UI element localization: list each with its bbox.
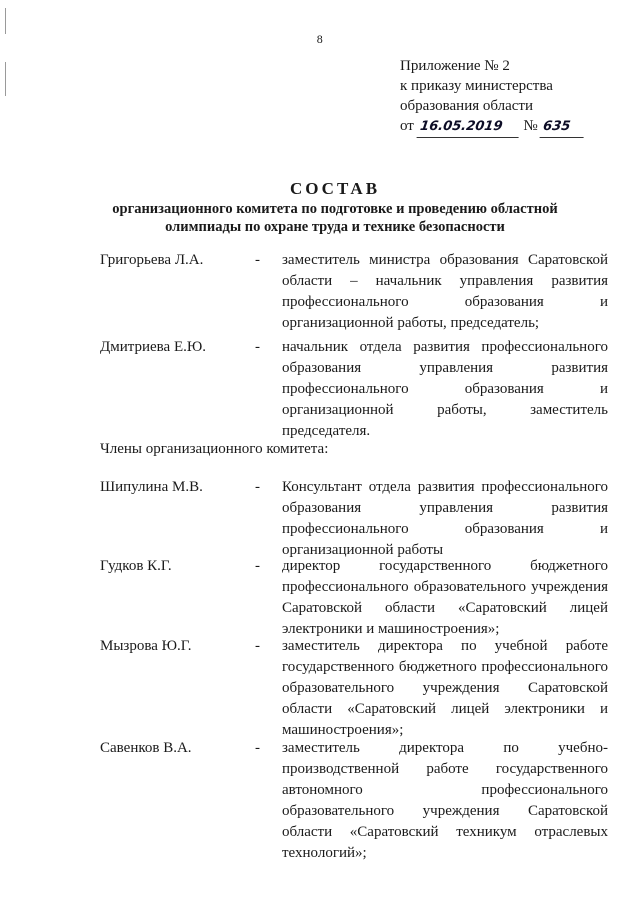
appendix-line-1: Приложение № 2 [400, 58, 510, 74]
separator-dash: - [255, 479, 260, 495]
separator-dash: - [255, 638, 260, 654]
person-role: заместитель директора по учебной работе государственного бюджетного профессионального образовательного учреждения Саратовской области «Саратовский лицей электроники и машиностроения»; [282, 638, 608, 738]
person-name: Савенков В.А. [100, 740, 192, 756]
person-name: Дмитриева Е.Ю. [100, 339, 207, 355]
person-role: заместитель министра образования Саратовской области – начальник управления развития профессионального образования и организационной работы, председатель; [282, 252, 608, 331]
left-margin-mark-mid [5, 62, 6, 96]
person-role: заместитель директора по учебно-производственной работе государственного автономного профессионального образовательного учреждения Саратовской области «Саратовский техникум отраслевых технологий»; [282, 740, 608, 861]
separator-dash: - [255, 339, 260, 355]
separator-dash: - [255, 252, 260, 268]
document-title: СОСТАВ [289, 179, 381, 198]
person-role: начальник отдела развития профессионального образования управления развития профессионального образования и организационной работы, заместитель председателя. [282, 339, 608, 439]
members-heading: Члены организационного комитета: [100, 441, 329, 457]
page-number: 8 [316, 32, 324, 46]
document-subtitle-line-1: организационного комитета по подготовке и проведению областной [112, 201, 558, 217]
person-name: Мызрова Ю.Г. [100, 638, 192, 654]
appendix-line-2: к приказу министерства [400, 78, 553, 94]
appendix-line-3: образования области [400, 98, 534, 114]
person-role: директор государственного бюджетного профессионального образовательного учреждения Саратовской области «Саратовский лицей электроники и машиностроения»; [282, 558, 608, 637]
document-title-block [90, 178, 580, 236]
date-prefix: от [400, 118, 414, 134]
person-name: Гудков К.Г. [100, 558, 172, 574]
separator-dash: - [255, 558, 260, 574]
person-name: Григорьева Л.А. [100, 252, 204, 268]
appendix-date-line [400, 116, 585, 138]
person-name: Шипулина М.В. [100, 479, 203, 495]
person-role: Консультант отдела развития профессионального образования управления развития профессионального образования и организационной работы [282, 479, 608, 558]
handwritten-date: 16.05.2019 [416, 117, 521, 138]
appendix-block [400, 56, 585, 138]
number-prefix: № [523, 118, 538, 134]
document-subtitle-line-2: олимпиады по охране труда и технике безопасности [165, 219, 505, 235]
handwritten-number: 635 [540, 117, 587, 138]
left-margin-mark-top [5, 8, 6, 34]
separator-dash: - [255, 740, 260, 756]
